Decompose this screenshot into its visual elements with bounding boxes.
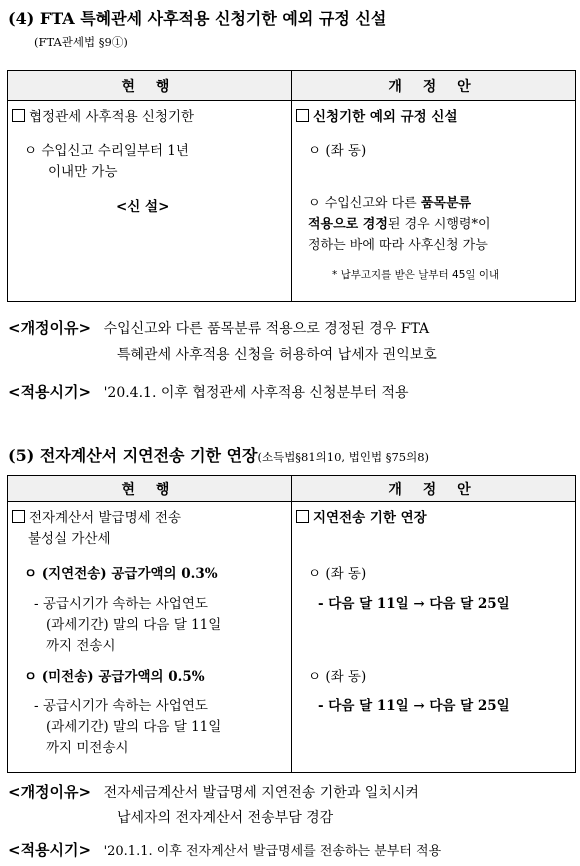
current-b2-sub1: - 공급시기가 속하는 사업연도	[34, 698, 208, 714]
current-b1-sub3: 까지 전송시	[46, 638, 116, 654]
revised-item: 지연전송 기한 연장	[313, 510, 427, 526]
section5-apply-label: <적용시기>	[8, 841, 92, 859]
section4-reason-line1: 수입신고와 다른 품목분류 적용으로 경정된 경우 FTA	[103, 321, 430, 337]
revised-b2-sub: - 다음 달 11일 → 다음 달 25일	[318, 698, 510, 714]
revised-item: 신청기한 예외 규정 신설	[313, 109, 458, 125]
section4-current-cell	[8, 101, 292, 302]
revised-bullet2-a-bold: 품목분류	[420, 196, 472, 211]
header-current: 현 행	[8, 71, 292, 101]
revised-b2: ㅇ (좌 동)	[308, 669, 367, 685]
new-tag: <신 설>	[116, 199, 170, 215]
section4-apply-text: '20.4.1. 이후 협정관세 사후적용 신청분부터 적용	[103, 385, 409, 401]
current-b2-sub2: (과세기간) 말의 다음 달 11일	[46, 719, 222, 735]
section4-revised-cell	[292, 101, 576, 302]
revised-bullet2-a: ㅇ 수입신고와 다른	[308, 196, 421, 211]
section5-title: (5) 전자계산서 지연전송 기한 연장	[8, 446, 258, 465]
current-bullet: ㅇ 수입신고 수리일부터 1년	[24, 143, 189, 159]
section5-reason-line2: 납세자의 전자계산서 전송부담 경감	[117, 810, 334, 826]
revised-bullet2-c: 정하는 바에 따라 사후신청 가능	[308, 238, 488, 253]
section4-law-ref: (FTA관세법 §9①)	[34, 35, 128, 49]
section5-law-ref: (소득법§81의10, 법인법 §75의8)	[257, 450, 430, 464]
revised-bullet1: ㅇ (좌 동)	[308, 143, 367, 159]
current-b1-sub2: (과세기간) 말의 다음 달 11일	[46, 617, 222, 633]
section5-reason-line1: 전자세금계산서 발급명세 지연전송 기한과 일치시켜	[103, 785, 419, 801]
current-bullet-cont: 이내만 가능	[48, 164, 118, 180]
checkbox-square-icon	[12, 510, 25, 523]
checkbox-square-icon	[296, 109, 309, 122]
current-b2: ㅇ (미전송) 공급가액의 0.5%	[24, 669, 205, 685]
section5-revised-cell	[292, 502, 576, 773]
current-item: 협정관세 사후적용 신청기한	[29, 109, 195, 125]
header-revised: 개 정 안	[292, 71, 576, 101]
section5-apply-text: '20.1.1. 이후 전자계산서 발급명세를 전송하는 분부터 적용	[103, 844, 442, 859]
section4-comparison-table	[7, 70, 576, 302]
revised-b1-sub: - 다음 달 11일 → 다음 달 25일	[318, 596, 510, 612]
checkbox-square-icon	[296, 510, 309, 523]
revised-bullet2-b: 된 경우 시행령*이	[387, 217, 491, 232]
current-b2-sub3: 까지 미전송시	[46, 740, 129, 756]
current-b1-sub1: - 공급시기가 속하는 사업연도	[34, 596, 208, 612]
revised-bullet2-b-bold: 적용으로 경정	[308, 217, 388, 232]
section4-reason-label: <개정이유>	[8, 319, 92, 337]
section5-current-cell	[8, 502, 292, 773]
section5-comparison-table	[7, 475, 576, 773]
current-item: 전자계산서 발급명세 전송	[29, 510, 182, 526]
section4-reason-line2: 특혜관세 사후적용 신청을 허용하여 납세자 권익보호	[117, 347, 437, 363]
header-current: 현 행	[8, 476, 292, 502]
section5-reason-label: <개정이유>	[8, 783, 92, 801]
current-b1: ㅇ (지연전송) 공급가액의 0.3%	[24, 566, 218, 582]
revised-b1: ㅇ (좌 동)	[308, 566, 367, 582]
header-revised: 개 정 안	[292, 476, 576, 502]
revised-note: * 납부고지를 받은 날부터 45일 이내	[332, 269, 500, 281]
current-item-cont: 불성실 가산세	[28, 531, 111, 547]
section4-title: (4) FTA 특혜관세 사후적용 신청기한 예외 규정 신설	[8, 9, 387, 28]
section4-apply-label: <적용시기>	[8, 383, 92, 401]
checkbox-square-icon	[12, 109, 25, 122]
